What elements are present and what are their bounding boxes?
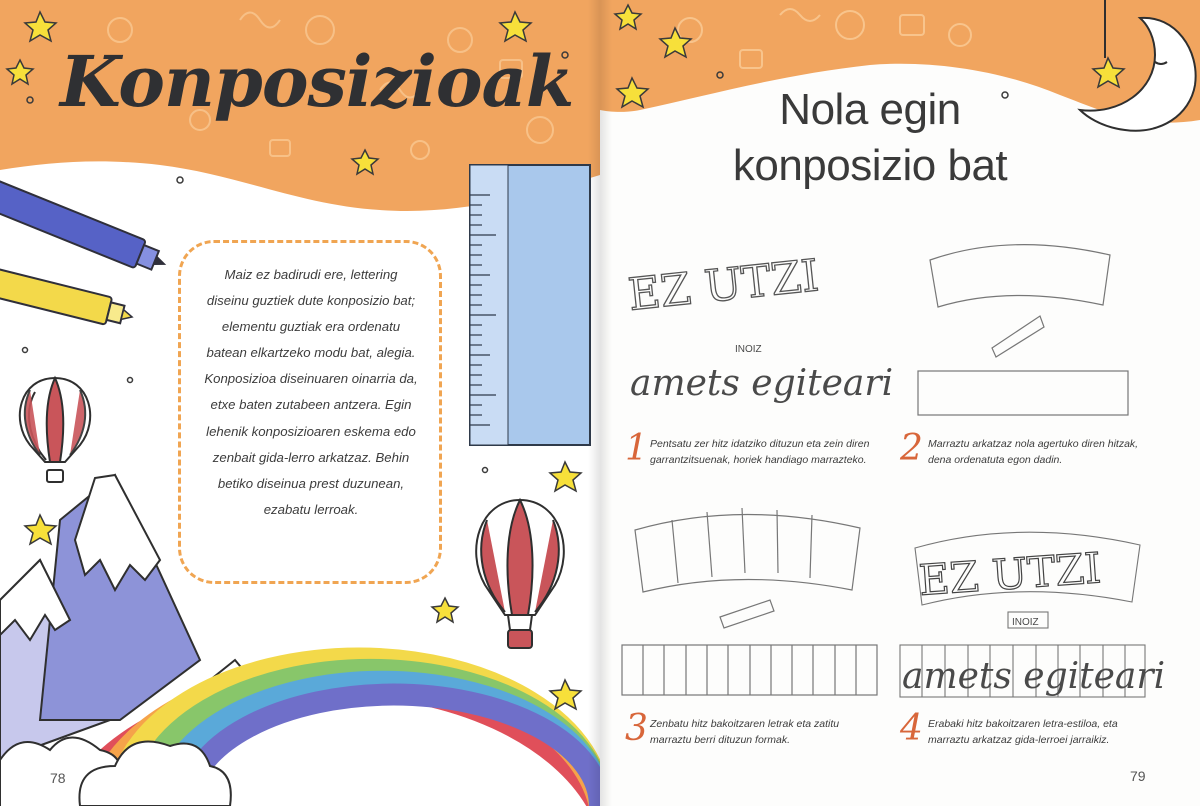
step4-amets-egiteari: amets egiteari <box>902 656 1166 697</box>
step1-example <box>626 250 893 404</box>
step4-ez-utzi-outline: EZ UTZI <box>917 543 1103 605</box>
page-title <box>690 82 1050 194</box>
ruler <box>470 165 590 445</box>
step-line: Zenbatu hitz bakoitzaren letrak eta zatitu <box>650 718 840 730</box>
intro-line: zenbait gida-lerro arkatzaz. Behin <box>212 449 410 465</box>
hot-air-balloon-small-icon <box>20 378 90 482</box>
step-text <box>650 716 839 748</box>
book-gutter-shadow <box>588 0 612 806</box>
marker-yellow <box>0 264 135 331</box>
intro-line: elementu guztiak era ordenatu <box>221 319 401 335</box>
hot-air-balloon-large-icon <box>476 500 564 648</box>
step-line: marraztu arkatzaz gida-lerroei jarraikiz. <box>928 734 1110 746</box>
star-icon <box>550 462 581 491</box>
step-line: marraztu berri dituzun formak. <box>650 734 791 746</box>
step3-guide-shapes <box>622 508 877 695</box>
step-number: 2 <box>900 428 923 469</box>
step-number: 4 <box>900 708 923 749</box>
page-title: Konposizioak <box>60 40 574 123</box>
page-number-right: 79 <box>1130 768 1146 784</box>
example-ez-utzi-outline: EZ UTZI <box>625 250 822 321</box>
intro-line: Maiz ez badirudi ere, lettering <box>224 267 398 282</box>
step-text <box>928 716 1118 748</box>
step-line: Erabaki hitz bakoitzaren letra-estiloa, eta <box>928 718 1118 730</box>
title-line: konposizio bat <box>732 141 1008 190</box>
marker-blue <box>0 175 172 279</box>
title-line: Nola egin <box>779 85 961 134</box>
intro-line: batean elkartzeko modu bat, alegia. <box>206 345 416 361</box>
page-number-left: 78 <box>50 770 66 786</box>
intro-line: lehenik konposizioaren eskema edo <box>206 423 416 439</box>
step-line: Pentsatu zer hitz idatziko dituzun eta zein diren <box>650 438 870 450</box>
step-number: 1 <box>625 428 648 469</box>
intro-line: Konposizioa diseinuaren oinarria da, <box>204 371 418 387</box>
star-icon <box>25 515 56 544</box>
intro-line: ezabatu lerroak. <box>263 501 359 517</box>
example-amets-egiteari: amets egiteari <box>630 363 894 404</box>
step-text <box>928 436 1138 468</box>
star-icon <box>432 598 458 622</box>
step-line: Marraztu arkatzaz nola agertuko diren hitzak, <box>928 438 1139 450</box>
step2-guide-shapes <box>918 245 1128 415</box>
example-inoiz: INOIZ <box>735 344 762 355</box>
step-number: 3 <box>625 708 648 749</box>
step-line: dena ordenatuta egon dadin. <box>928 454 1063 466</box>
right-page <box>600 0 1200 806</box>
step-text <box>650 436 869 468</box>
intro-line: betiko diseinua prest duzunean, <box>217 475 405 491</box>
step4-inoiz: INOIZ <box>1012 617 1039 628</box>
intro-paragraph <box>190 262 432 523</box>
star-icon <box>550 680 581 709</box>
step-line: garrantzitsuenak, horiek handiago marrazteko. <box>650 454 867 466</box>
intro-line: etxe baten zutabeen antzera. Egin <box>210 397 412 413</box>
intro-line: diseinu guztiek dute konposizio bat; <box>206 293 416 309</box>
